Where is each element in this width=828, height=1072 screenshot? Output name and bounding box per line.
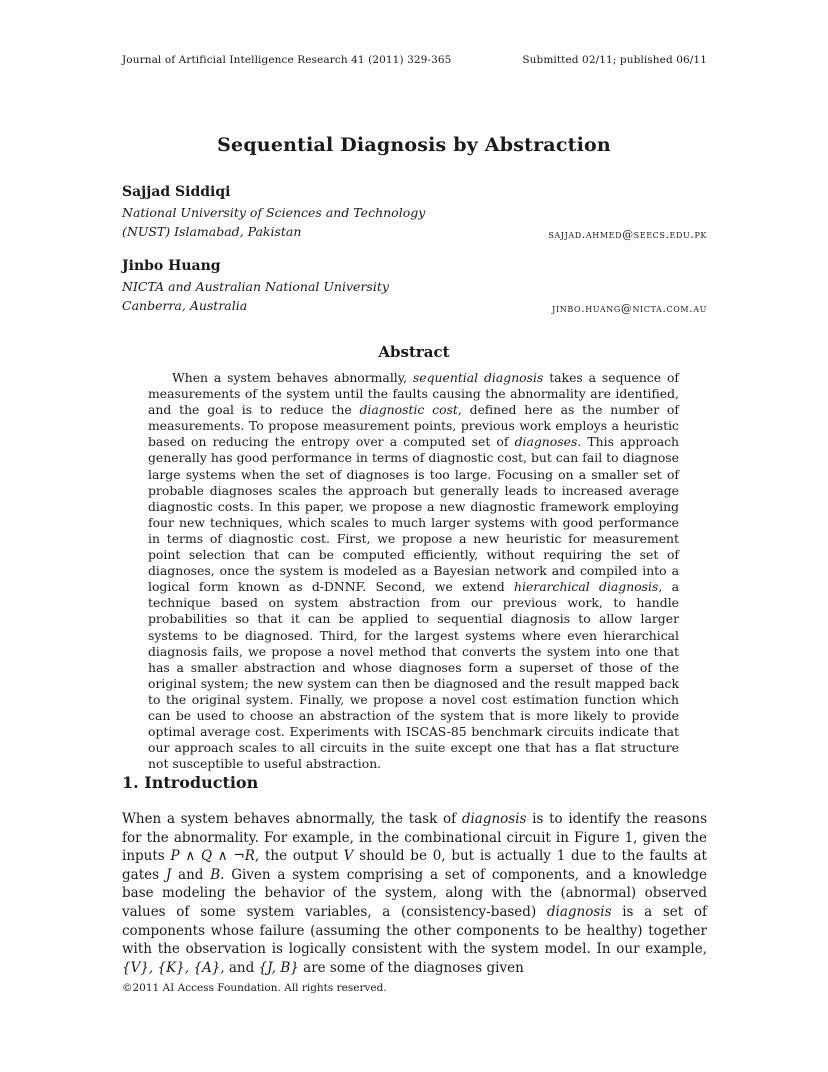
submission-dates: Submitted 02/11; published 06/11 — [522, 54, 707, 66]
paper-title: Sequential Diagnosis by Abstraction — [217, 134, 611, 156]
author-affiliation: National University of Sciences and Technology (NUST) Islamabad, Pakistan — [122, 205, 426, 239]
author-email: jinbo.huang@nicta.com.au — [552, 302, 707, 315]
journal-header: Journal of Artificial Intelligence Research 41 (2011) 329-365 — [122, 54, 452, 66]
author-affiliation: NICTA and Australian National University Canberra, Australia — [122, 279, 389, 313]
introduction-text: When a system behaves abnormally, the task of diagnosis is to identify the reasons for the abnormality. For example, in the combinational circuit in Figure 1, given the inputs P ∧ Q ∧ ¬R, the output V should be 0, but is actually 1 due to the faults at gates J and B. Given a system comprising a set of components, and a knowledge base modeling the behavior of the system, along with the (abnormal) observed values of some system variables, a (consistency-based) diagnosis is a set of components whose failure (assuming the other components to be healthy) together with the observation is logically consistent with the system model. In our example, {V}, {K}, {A}, and {J, B} are some of the diagnoses given — [122, 811, 708, 976]
abstract-heading: Abstract — [378, 343, 450, 361]
author-block — [122, 258, 707, 315]
section-heading: 1. Introduction — [122, 773, 259, 792]
author-name: Jinbo Huang — [122, 258, 221, 274]
abstract-text: When a system behaves abnormally, sequential diagnosis takes a sequence of measurements of the system until the faults causing the abnormality are identified, and the goal is to reduce the diagnostic cost, defined here as the number of measurements. To propose measurement points, previous work employs a heuristic based on reducing the entropy over a computed set of diagnoses. This approach generally has good performance in terms of diagnostic cost, but can fail to diagnose large systems when the set of diagnoses is too large. Focusing on a smaller set of probable diagnoses scales the approach but generally leads to increased average diagnostic costs. In this paper, we propose a new diagnostic framework employing four new techniques, which scales to much larger systems with good performance in terms of diagnostic cost. First, we propose a new heuristic for measurement point selection that can be computed efficiently, without requiring the set of diagnoses, once the system is modeled as a Bayesian network and compiled into a logical form known as d-DNNF. Second, we extend hierarchical diagnosis, a technique based on system abstraction from our previous work, to handle probabilities so that it can be applied to sequential diagnosis to allow larger systems to be diagnosed. Third, for the largest systems where even hierarchical diagnosis fails, we propose a novel method that converts the system into one that has a smaller abstraction and whose diagnoses form a superset of those of the original system; the new system can then be diagnosed and the result mapped back to the original system. Finally, we propose a novel cost estimation function which can be used to choose an abstraction of the system that is more likely to provide optimal average cost. Experiments with ISCAS-85 benchmark circuits indicate that our approach scales to all circuits in the suite except one that has a flat structure not susceptible to useful abstraction. — [148, 370, 680, 772]
copyright-footer: ©2011 AI Access Foundation. All rights reserved. — [122, 982, 387, 994]
author-email: sajjad.ahmed@seecs.edu.pk — [548, 228, 707, 241]
author-block — [122, 184, 707, 241]
author-name: Sajjad Siddiqi — [122, 184, 231, 200]
